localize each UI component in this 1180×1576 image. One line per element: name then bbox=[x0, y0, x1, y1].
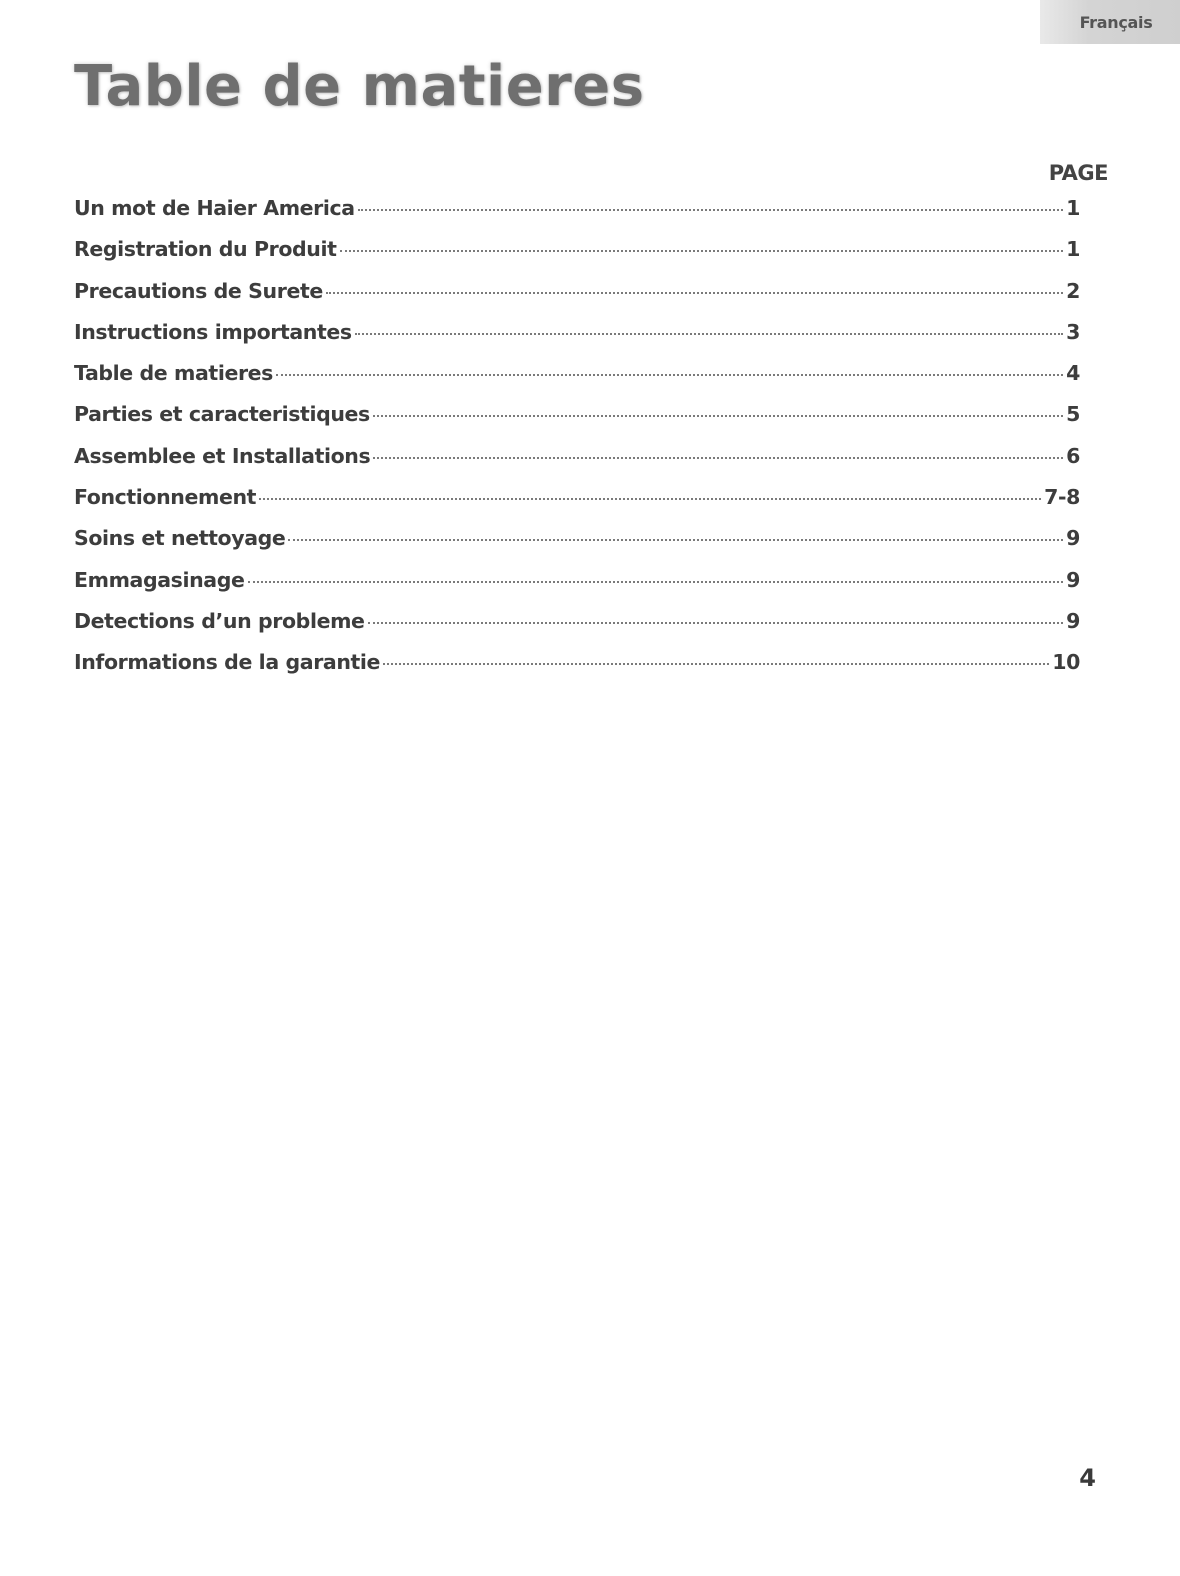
toc-entry bbox=[74, 609, 1080, 650]
toc-entry-label: Table de matieres bbox=[74, 361, 273, 386]
dot-leader bbox=[259, 497, 1041, 500]
toc-entry-label: Soins et nettoyage bbox=[74, 526, 286, 551]
toc-entry bbox=[74, 361, 1080, 402]
toc-entry-label: Un mot de Haier America bbox=[74, 196, 355, 220]
toc-entry-page: 5 bbox=[1066, 402, 1080, 427]
toc-entry bbox=[74, 444, 1080, 485]
dot-leader bbox=[383, 662, 1049, 665]
page-number: 4 bbox=[1079, 1464, 1096, 1492]
dot-leader bbox=[358, 208, 1063, 211]
toc-entry bbox=[74, 526, 1080, 567]
toc-entry-label: Instructions importantes bbox=[74, 319, 352, 344]
dot-leader bbox=[373, 414, 1063, 417]
toc-entry bbox=[74, 279, 1080, 320]
toc-entry bbox=[74, 402, 1080, 443]
toc-entry bbox=[74, 196, 1080, 237]
language-tab bbox=[1040, 0, 1180, 44]
toc-entry-page: 1 bbox=[1066, 196, 1080, 220]
toc-entry-label: Fonctionnement bbox=[74, 485, 257, 510]
dot-leader bbox=[373, 456, 1063, 459]
toc-entry-label: Registration du Produit bbox=[74, 237, 337, 262]
toc-entry-page: 2 bbox=[1066, 278, 1080, 303]
toc-entry-label: Emmagasinage bbox=[74, 567, 245, 592]
toc-entry-label: Precautions de Surete bbox=[74, 278, 323, 303]
toc-entry-page: 9 bbox=[1066, 608, 1080, 633]
dot-leader bbox=[355, 332, 1063, 335]
toc-entry-label: Assemblee et Installations bbox=[74, 443, 371, 468]
page-column-header: PAGE bbox=[1048, 161, 1108, 185]
table-of-contents bbox=[74, 196, 1080, 692]
dot-leader bbox=[340, 249, 1064, 252]
toc-entry bbox=[74, 650, 1080, 691]
dot-leader bbox=[326, 291, 1063, 294]
toc-entry-page: 10 bbox=[1052, 650, 1080, 675]
toc-entry-page: 7-8 bbox=[1044, 485, 1080, 510]
dot-leader bbox=[276, 373, 1063, 376]
dot-leader bbox=[288, 538, 1063, 541]
toc-entry bbox=[74, 568, 1080, 609]
toc-entry-page: 6 bbox=[1066, 443, 1080, 468]
toc-entry bbox=[74, 485, 1080, 526]
toc-entry bbox=[74, 237, 1080, 278]
toc-entry-page: 9 bbox=[1066, 567, 1080, 592]
page-title: Table de matieres bbox=[74, 54, 645, 119]
toc-entry-page: 9 bbox=[1066, 526, 1080, 551]
toc-entry-page: 3 bbox=[1066, 319, 1080, 344]
toc-entry-label: Informations de la garantie bbox=[74, 650, 381, 675]
dot-leader bbox=[248, 580, 1064, 583]
language-tab-label: Français bbox=[1079, 12, 1153, 32]
toc-entry-label: Parties et caracteristiques bbox=[74, 402, 370, 427]
dot-leader bbox=[368, 621, 1064, 624]
toc-entry-label: Detections d’un probleme bbox=[74, 608, 365, 633]
toc-entry-page: 1 bbox=[1066, 237, 1080, 262]
toc-entry-page: 4 bbox=[1066, 361, 1080, 386]
toc-entry bbox=[74, 320, 1080, 361]
